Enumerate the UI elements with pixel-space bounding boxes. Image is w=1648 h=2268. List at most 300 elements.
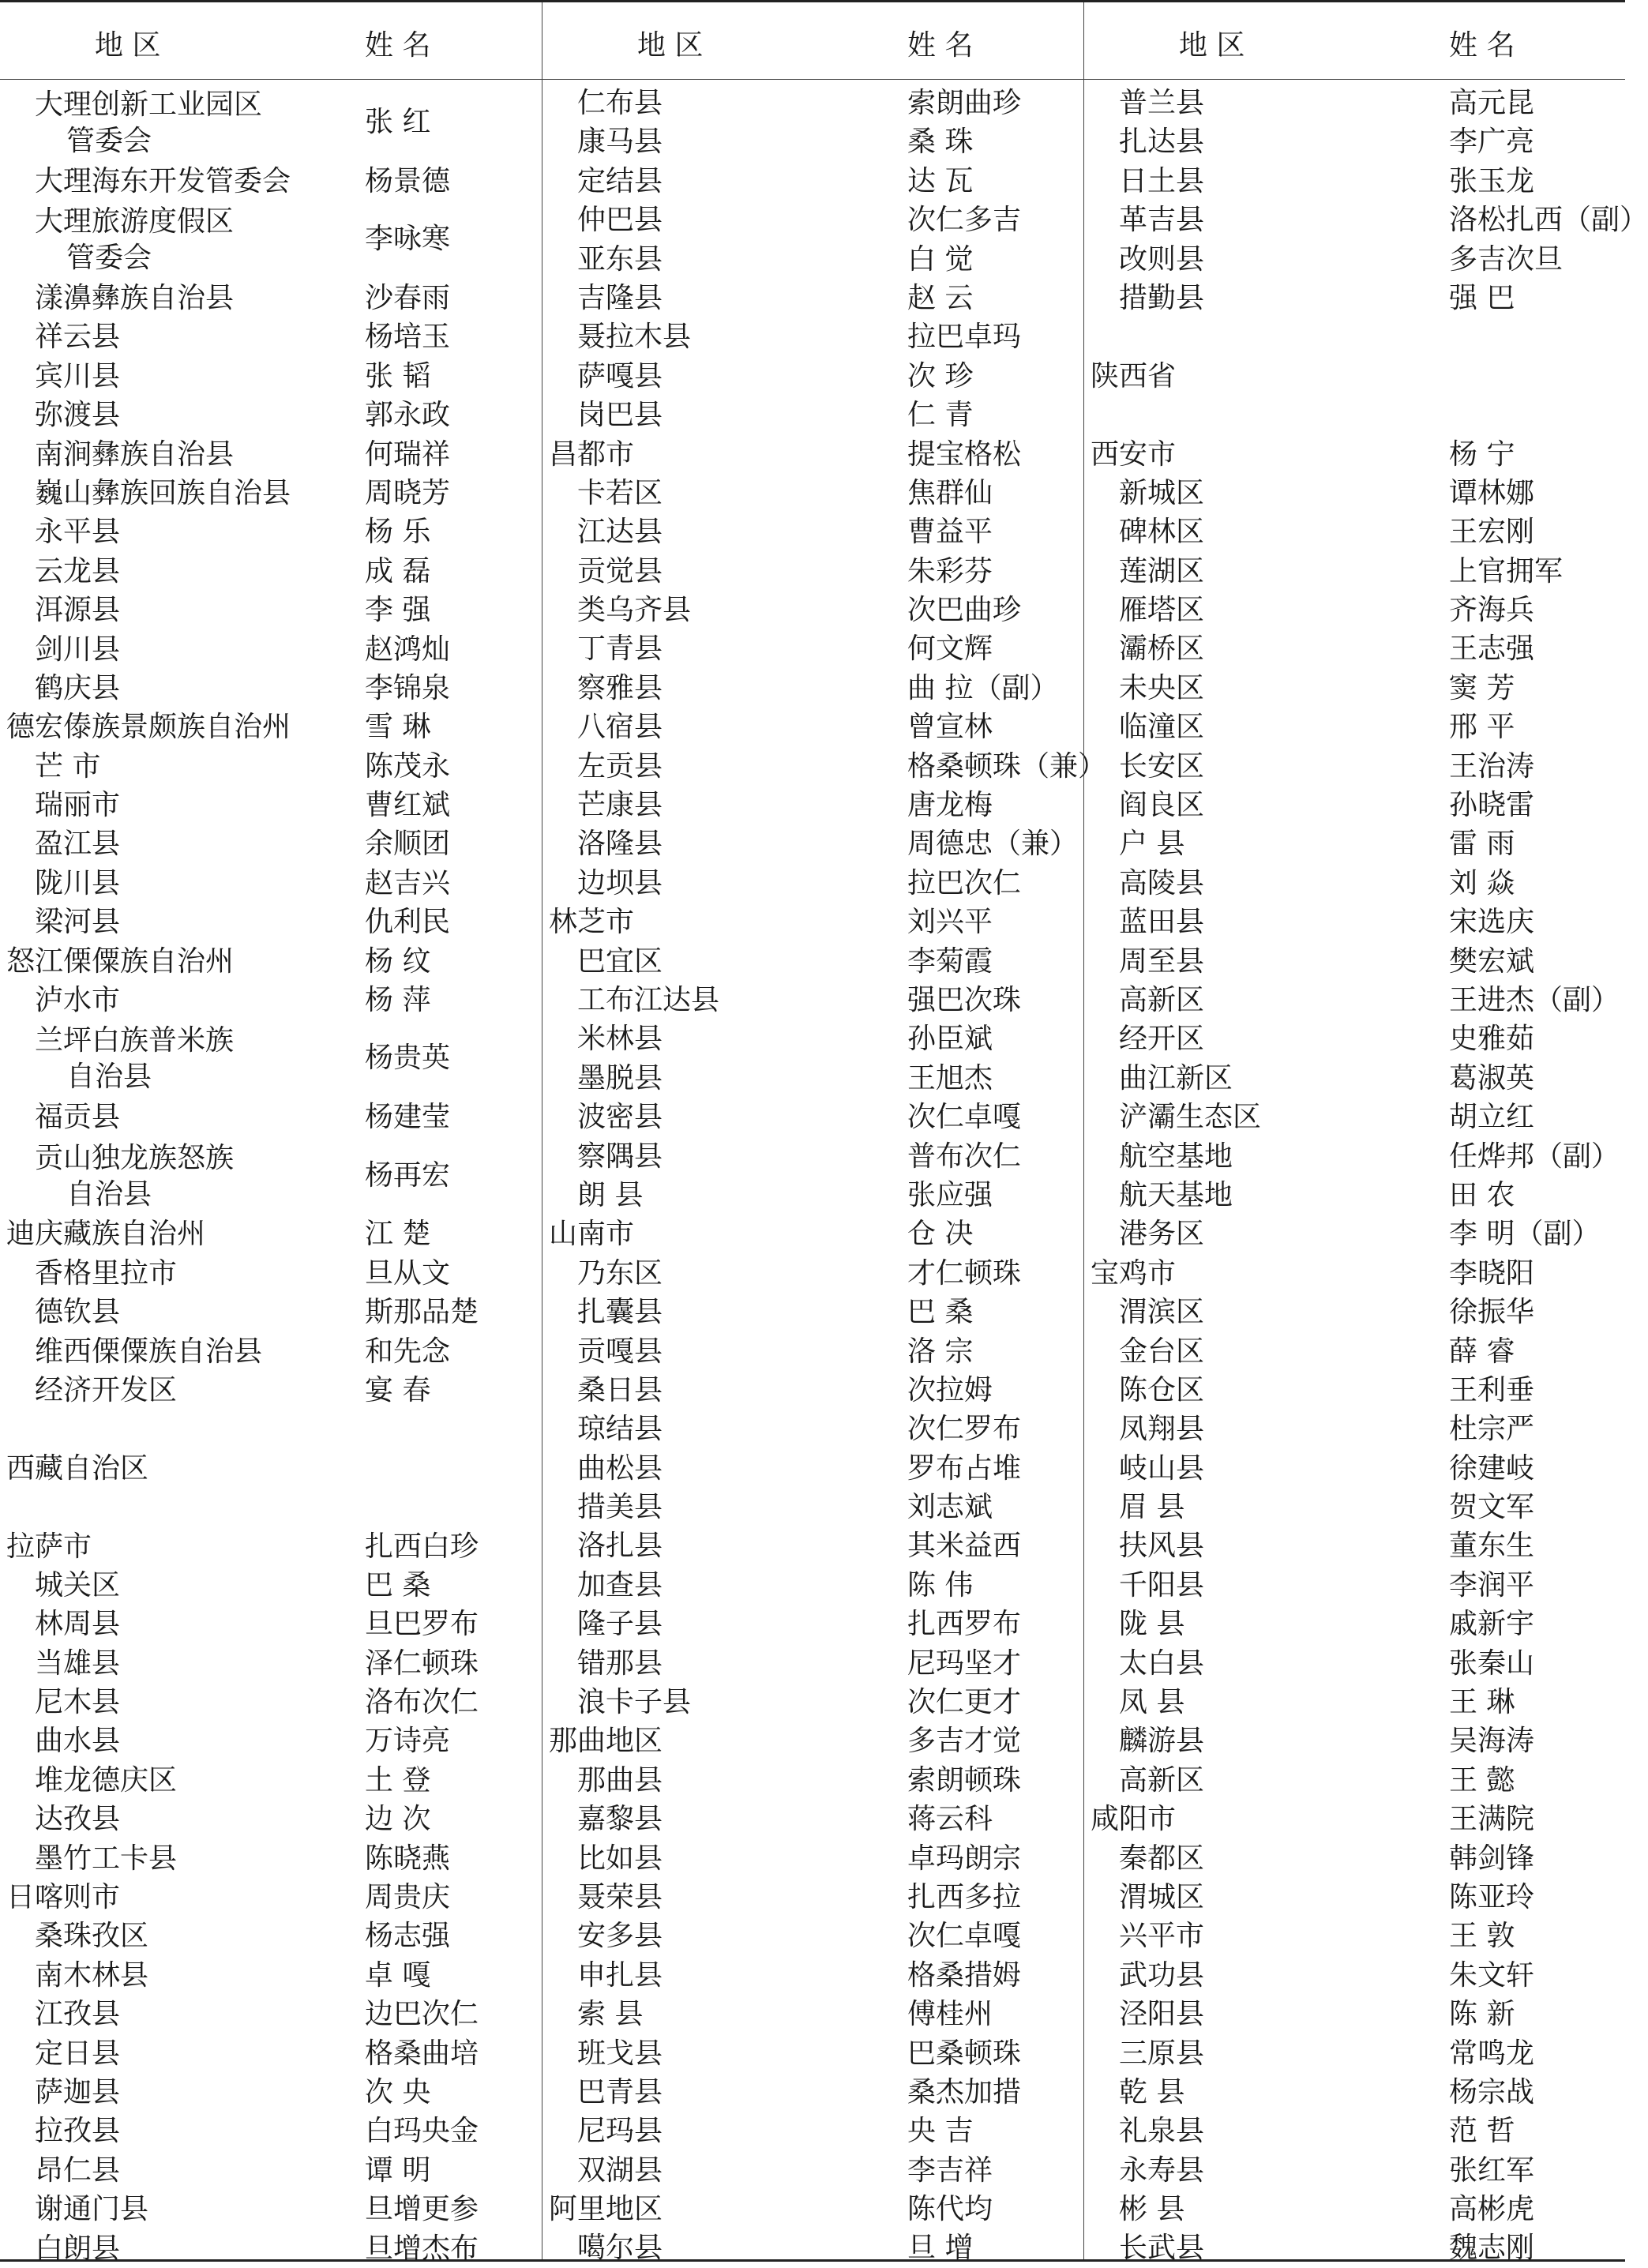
region-cell — [35, 1023, 234, 1095]
region-cell — [577, 1566, 663, 1605]
region-cell — [35, 396, 120, 434]
table-row — [0, 2229, 542, 2268]
table-row — [0, 1878, 542, 1917]
name-cell: 韩剑锋 — [1449, 1842, 1535, 1875]
region-text: 林芝市 — [549, 906, 635, 939]
name-cell: 谭林娜 — [1449, 476, 1535, 509]
region-text: 米林县 — [577, 1023, 663, 1056]
region-text: 德钦县 — [35, 1296, 121, 1329]
table-row — [0, 1917, 542, 1955]
name-cell: 史雅茹 — [1449, 1023, 1535, 1056]
name-cell: 范 哲 — [1449, 2115, 1515, 2148]
table-row — [542, 1488, 1083, 1526]
name-cell: 次仁卓嘎 — [907, 1920, 1022, 1953]
region-cell — [35, 162, 291, 201]
region-cell — [35, 747, 100, 786]
region-cell — [35, 2151, 120, 2190]
region-cell — [577, 357, 663, 396]
table-row — [542, 1566, 1083, 1605]
region-text: 墨竹工卡县 — [35, 1842, 178, 1875]
region-cell — [577, 1449, 663, 1488]
table-row — [1084, 1566, 1625, 1605]
region-text: 宾川县 — [35, 359, 121, 392]
region-text: 朗 县 — [577, 1178, 644, 1211]
name-cell: 郭永政 — [365, 399, 451, 432]
region-cell — [577, 201, 663, 239]
name-cell: 次 央 — [365, 2075, 431, 2108]
region-text: 灞桥区 — [1119, 633, 1205, 666]
region-cell — [577, 1293, 663, 1331]
table-row — [1084, 1371, 1625, 1410]
table-row — [1084, 1410, 1625, 1448]
table-row — [0, 1449, 542, 1488]
region-cell — [577, 1332, 663, 1371]
name-cell: 和先念 — [365, 1335, 451, 1368]
name-cell: 次仁卓嘎 — [907, 1101, 1022, 1134]
region-cell — [1119, 122, 1204, 161]
region-text: 陈仓区 — [1119, 1373, 1205, 1406]
table-row — [0, 201, 542, 279]
name-cell: 拉巴卓玛 — [907, 321, 1022, 354]
region-cell — [35, 1683, 120, 1722]
name-cell: 张 韬 — [365, 359, 431, 392]
region-cell — [549, 435, 634, 474]
region-text: 兰坪白族普米族 — [35, 1024, 235, 1057]
region-text: 礼泉县 — [1119, 2115, 1205, 2148]
name-cell: 余顺团 — [365, 828, 451, 861]
table-row — [542, 1449, 1083, 1488]
region-text: 未央区 — [1119, 671, 1205, 704]
table-row — [1084, 84, 1625, 122]
region-text: 维西傈僳族自治县 — [35, 1335, 263, 1368]
region-cell — [577, 786, 663, 824]
table-row — [1084, 1176, 1625, 1215]
table-column-1 — [0, 2, 542, 2265]
table-row — [1084, 1644, 1625, 1683]
name-cell: 央 吉 — [907, 2115, 974, 2148]
table-row — [542, 1098, 1083, 1136]
region-text: 怒江傈僳族自治州 — [6, 944, 235, 978]
region-cell — [1119, 1410, 1204, 1448]
table-row — [542, 1215, 1083, 1253]
region-cell — [1119, 786, 1204, 824]
table-row — [1084, 591, 1625, 629]
region-cell — [577, 474, 663, 513]
region-cell — [35, 2190, 148, 2229]
region-cell — [577, 1176, 643, 1215]
region-text: 改则县 — [1119, 242, 1205, 276]
region-cell — [35, 474, 291, 513]
region-text: 高新区 — [1119, 983, 1205, 1016]
table-row — [0, 279, 542, 317]
name-cell: 桑 珠 — [907, 126, 974, 159]
region-cell — [577, 240, 663, 279]
table-row — [542, 279, 1083, 317]
region-cell — [577, 396, 663, 434]
name-cell: 王志强 — [1449, 633, 1535, 666]
region-cell — [1119, 1722, 1204, 1760]
region-text: 那曲县 — [577, 1763, 663, 1797]
table-row — [1084, 1878, 1625, 1917]
region-text: 芒康县 — [577, 789, 663, 822]
column-header — [0, 2, 542, 80]
name-cell: 江 楚 — [365, 1218, 431, 1251]
region-text: 吉隆县 — [577, 281, 663, 314]
region-cell — [1119, 864, 1204, 903]
table-row — [542, 786, 1083, 824]
table-row — [542, 708, 1083, 746]
table-row — [1084, 1098, 1625, 1136]
region-cell — [1119, 474, 1204, 513]
table-row — [542, 240, 1083, 279]
table-row — [0, 1019, 542, 1098]
region-text: 彬 县 — [1119, 2193, 1185, 2226]
region-text: 加查县 — [577, 1568, 663, 1601]
region-text: 福贡县 — [35, 1101, 121, 1134]
table-row — [0, 708, 542, 746]
table-row — [0, 981, 542, 1019]
name-cell: 高彬虎 — [1449, 2193, 1535, 2226]
table-row — [0, 903, 542, 941]
table-row — [542, 981, 1083, 1019]
table-row — [1084, 552, 1625, 591]
region-text: 洛隆县 — [577, 828, 663, 861]
name-cell: 张秦山 — [1449, 1647, 1535, 1680]
region-cell — [35, 1566, 120, 1605]
name-cell: 旦增杰布 — [365, 2232, 479, 2265]
table-row — [542, 2112, 1083, 2150]
region-text: 陇川县 — [35, 866, 121, 899]
region-text: 工布江达县 — [577, 983, 720, 1016]
table-row — [542, 1371, 1083, 1410]
region-text: 周至县 — [1119, 944, 1205, 978]
region-text: 碑林区 — [1119, 516, 1205, 549]
name-cell: 李咏寒 — [365, 223, 451, 256]
region-text: 昌都市 — [549, 437, 635, 471]
region-cell — [35, 1098, 120, 1136]
table-row — [0, 1956, 542, 1995]
table-row — [0, 2151, 542, 2190]
name-cell: 陈茂永 — [365, 749, 451, 783]
table-row — [542, 1332, 1083, 1371]
table-row — [1084, 1526, 1625, 1565]
region-cell — [577, 824, 663, 863]
name-cell: 邢 平 — [1449, 711, 1515, 744]
name-cell: 次仁更才 — [907, 1686, 1022, 1719]
region-cell — [1119, 1917, 1204, 1955]
region-text: 聂荣县 — [577, 1880, 663, 1913]
table-row — [1084, 1839, 1625, 1878]
region-text: 洱源县 — [35, 594, 121, 627]
table-row — [0, 824, 542, 863]
region-cell — [577, 1800, 663, 1838]
table-row — [1084, 1019, 1625, 1058]
region-text: 新城区 — [1119, 476, 1205, 509]
name-cell: 杨志强 — [365, 1920, 451, 1953]
region-text-continued: 自治县 — [66, 1177, 152, 1211]
table-row — [542, 942, 1083, 981]
table-row — [0, 1293, 542, 1331]
region-cell — [549, 903, 634, 941]
region-text: 漾濞彝族自治县 — [35, 281, 235, 314]
name-cell: 陈晓燕 — [365, 1842, 451, 1875]
table-row — [0, 1137, 542, 1215]
name-cell: 李菊霞 — [907, 944, 993, 978]
region-text: 航空基地 — [1119, 1140, 1233, 1173]
table-row — [1084, 708, 1625, 746]
region-text: 班戈县 — [577, 2037, 663, 2070]
name-cell: 胡立红 — [1449, 1101, 1535, 1134]
region-cell — [35, 317, 120, 356]
region-text: 祥云县 — [35, 321, 121, 354]
region-cell — [1119, 279, 1204, 317]
region-text: 仲巴县 — [577, 204, 663, 237]
region-cell — [1119, 1371, 1204, 1410]
region-cell — [1119, 201, 1204, 239]
region-text: 八宿县 — [577, 711, 663, 744]
region-cell — [1119, 1839, 1204, 1878]
table-row — [542, 1722, 1083, 1760]
region-cell — [1119, 1566, 1204, 1605]
region-cell — [35, 204, 234, 276]
name-cell: 张应强 — [907, 1178, 993, 1211]
region-cell — [549, 1722, 663, 1760]
name-cell: 上官拥军 — [1449, 554, 1564, 588]
region-cell — [35, 1140, 234, 1213]
region-cell — [35, 1800, 120, 1838]
table-row — [0, 1605, 542, 1643]
region-cell — [577, 864, 663, 903]
region-cell — [1119, 1215, 1204, 1253]
name-cell: 泽仁顿珠 — [365, 1647, 479, 1680]
table-row — [542, 2034, 1083, 2073]
region-text: 普兰县 — [1119, 87, 1205, 119]
region-text: 乾 县 — [1119, 2075, 1185, 2108]
region-text: 梁河县 — [35, 906, 121, 939]
region-cell — [1119, 1449, 1204, 1488]
region-cell — [577, 708, 663, 746]
table-row — [1084, 396, 1625, 434]
name-cell: 多吉才觉 — [907, 1725, 1022, 1758]
region-text: 咸阳市 — [1091, 1803, 1177, 1836]
name-cell: 达 瓦 — [907, 164, 974, 197]
region-text: 浪卡子县 — [577, 1686, 692, 1719]
name-cell: 李锦泉 — [365, 671, 451, 704]
name-cell: 提宝格松 — [907, 437, 1022, 471]
region-cell — [35, 279, 234, 317]
table-row — [1084, 1059, 1625, 1098]
region-cell — [35, 824, 120, 863]
region-text: 秦都区 — [1119, 1842, 1205, 1875]
column-rows — [1084, 84, 1648, 2268]
table-row — [1084, 1800, 1625, 1838]
region-cell — [1119, 2073, 1184, 2112]
region-cell — [1119, 981, 1204, 1019]
region-cell — [35, 1761, 177, 1800]
table-row — [542, 1410, 1083, 1448]
region-cell — [35, 2073, 120, 2112]
name-cell: 杨建莹 — [365, 1101, 451, 1134]
table-row — [542, 591, 1083, 629]
table-row — [1084, 1293, 1625, 1331]
name-cell: 张玉龙 — [1449, 164, 1535, 197]
region-cell — [35, 87, 262, 160]
region-cell — [1119, 1176, 1233, 1215]
table-row — [0, 1215, 542, 1253]
region-text: 措勤县 — [1119, 281, 1205, 314]
table-row — [1084, 942, 1625, 981]
name-cell: 蒋云科 — [907, 1803, 993, 1836]
region-cell — [577, 1605, 663, 1643]
region-text: 仁布县 — [577, 87, 663, 119]
name-cell: 戚新宇 — [1449, 1608, 1535, 1641]
region-text: 双湖县 — [577, 2153, 663, 2187]
name-cell: 旦 增 — [907, 2232, 974, 2265]
table-row — [1084, 1722, 1625, 1760]
name-cell: 曹益平 — [907, 516, 993, 549]
column-header — [1084, 2, 1625, 80]
region-cell — [1119, 2034, 1204, 2073]
region-cell — [35, 786, 120, 824]
name-cell: 李润平 — [1449, 1568, 1535, 1601]
name-cell: 旦从文 — [365, 1256, 451, 1290]
region-cell — [577, 1683, 691, 1722]
region-text: 高陵县 — [1119, 866, 1205, 899]
name-cell: 朱彩芬 — [907, 554, 993, 588]
table-row — [1084, 629, 1625, 668]
region-text: 剑川县 — [35, 633, 121, 666]
region-cell — [1119, 1878, 1204, 1917]
region-text: 港务区 — [1119, 1218, 1205, 1251]
region-cell — [1119, 669, 1204, 708]
region-cell — [35, 669, 120, 708]
name-cell: 刘 焱 — [1449, 866, 1515, 899]
name-cell: 次仁多吉 — [907, 204, 1022, 237]
name-cell: 王 敦 — [1449, 1920, 1515, 1953]
region-text: 雁塔区 — [1119, 594, 1205, 627]
region-text: 蓝田县 — [1119, 906, 1205, 939]
name-cell: 罗布占堆 — [907, 1451, 1022, 1485]
name-cell: 周晓芳 — [365, 476, 451, 509]
region-text: 比如县 — [577, 1842, 663, 1875]
table-row — [1084, 747, 1625, 786]
table-column-3 — [1083, 2, 1648, 2265]
name-cell: 卓 嘎 — [365, 1958, 431, 1992]
name-cell: 扎西多拉 — [907, 1880, 1022, 1913]
region-cell — [577, 1371, 663, 1410]
region-text: 丁青县 — [577, 633, 663, 666]
region-text: 渭城区 — [1119, 1880, 1205, 1913]
name-cell: 土 登 — [365, 1763, 431, 1797]
table-row — [0, 591, 542, 629]
region-text: 香格里拉市 — [35, 1256, 178, 1290]
table-row — [542, 1059, 1083, 1098]
region-cell — [6, 1878, 120, 1917]
region-cell — [1119, 1644, 1204, 1683]
region-text: 武功县 — [1119, 1958, 1205, 1992]
table-row — [542, 357, 1083, 396]
region-text: 金台区 — [1119, 1335, 1205, 1368]
region-text: 盈江县 — [35, 828, 121, 861]
region-text: 永寿县 — [1119, 2153, 1205, 2187]
table-row — [542, 669, 1083, 708]
name-cell: 徐振华 — [1449, 1296, 1535, 1329]
region-cell — [1119, 1605, 1184, 1643]
region-text: 曲江新区 — [1119, 1061, 1233, 1095]
name-cell: 扎西罗布 — [907, 1608, 1022, 1641]
table-row — [0, 84, 542, 162]
name-cell: 常鸣龙 — [1449, 2037, 1535, 2070]
table-row — [0, 1254, 542, 1293]
region-cell — [577, 629, 663, 668]
name-cell: 薛 睿 — [1449, 1335, 1515, 1368]
region-text: 麟游县 — [1119, 1725, 1205, 1758]
region-text: 拉萨市 — [6, 1530, 92, 1563]
region-cell — [577, 279, 663, 317]
name-cell: 王进杰（副） — [1449, 983, 1620, 1016]
table-row — [542, 396, 1083, 434]
region-text: 鹤庆县 — [35, 671, 121, 704]
region-text-continued: 管委会 — [66, 125, 152, 157]
table-row — [542, 903, 1083, 941]
name-cell: 陈 伟 — [907, 1568, 974, 1601]
region-text: 大理旅游度假区 — [35, 205, 235, 238]
table-row — [0, 1839, 542, 1878]
region-cell — [1119, 1995, 1204, 2033]
region-cell — [35, 552, 120, 591]
name-cell: 李吉祥 — [907, 2153, 993, 2187]
name-cell: 次拉姆 — [907, 1373, 993, 1406]
name-cell: 王宏刚 — [1449, 516, 1535, 549]
region-cell — [35, 1995, 120, 2033]
name-cell: 杨 萍 — [365, 984, 431, 1017]
table-row — [0, 1761, 542, 1800]
region-cell — [577, 747, 663, 786]
region-cell — [549, 1215, 634, 1253]
region-text: 泾阳县 — [1119, 1998, 1205, 2031]
region-text: 当雄县 — [35, 1647, 121, 1680]
region-text: 墨脱县 — [577, 1061, 663, 1095]
table-row — [542, 1956, 1083, 1995]
region-text: 莲湖区 — [1119, 554, 1205, 588]
header-name: 姓 名 — [907, 29, 974, 62]
table-row — [1084, 513, 1625, 551]
region-text: 宝鸡市 — [1091, 1256, 1177, 1290]
region-text: 长武县 — [1119, 2232, 1205, 2265]
region-cell — [577, 1137, 663, 1176]
name-cell: 万诗亮 — [365, 1725, 451, 1758]
table-row — [0, 1722, 542, 1760]
table-row — [1084, 824, 1625, 863]
name-cell: 曹红斌 — [365, 789, 451, 822]
name-cell: 李晓阳 — [1449, 1256, 1535, 1290]
region-cell — [1119, 824, 1184, 863]
region-text-continued: 管委会 — [66, 242, 152, 275]
region-text: 昂仁县 — [35, 2153, 121, 2187]
table-row — [542, 864, 1083, 903]
name-cell: 贺文军 — [1449, 1491, 1535, 1524]
table-row — [0, 1800, 542, 1838]
region-cell — [577, 513, 663, 551]
region-cell — [1119, 2229, 1204, 2267]
table-row — [542, 1878, 1083, 1917]
region-cell — [1119, 1683, 1184, 1722]
region-cell — [6, 708, 291, 746]
name-cell: 仇利民 — [365, 906, 451, 939]
name-cell: 仁 青 — [907, 399, 974, 432]
region-cell — [577, 552, 663, 591]
table-row — [542, 1683, 1083, 1722]
